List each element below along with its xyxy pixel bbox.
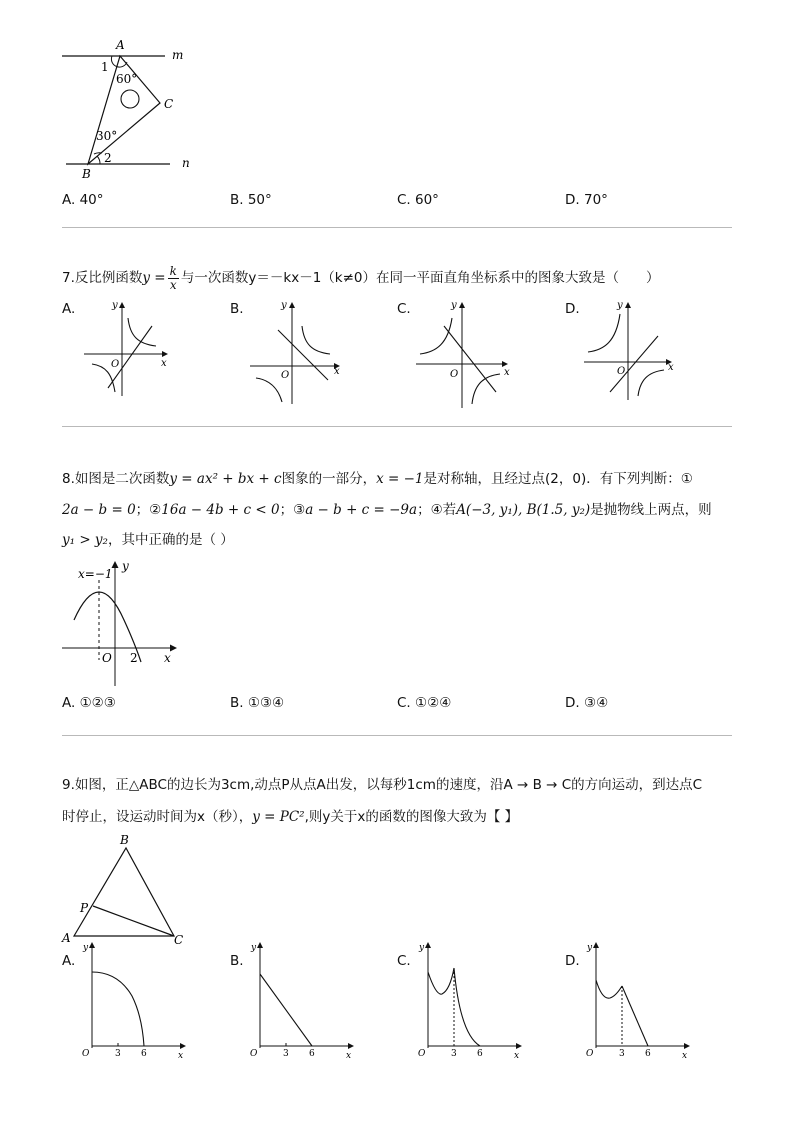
label-B: B [120,833,129,847]
q7-frac-den: x [169,277,177,292]
axis-x-label: x [178,1051,184,1061]
q9-option-d[interactable]: D. [565,953,580,969]
q9-text: 时停止，设运动时间为x（秒）， [62,809,253,825]
label-60: 60° [116,72,138,86]
axis-x-label: x [346,1051,352,1061]
q7-fraction [168,265,179,292]
angle-arc-2 [97,156,100,164]
tick-6-label: 6 [309,1049,315,1059]
x-axis-arrow [516,1043,522,1049]
hyperbola-q4 [638,370,664,396]
axis-y-label: y [451,300,457,311]
y-axis-arrow [625,302,631,308]
q6-angle-figure [60,36,200,181]
linear-line [610,336,658,392]
label-A: A [62,931,71,945]
hyperbola-q2 [420,318,452,354]
linear-segment [260,974,312,1046]
q7-graph-c[interactable] [414,296,518,412]
q7-graph-d[interactable] [582,296,682,404]
axis-x-label: x [334,366,340,377]
q7-option-a[interactable]: A. [62,301,76,317]
origin-label: O [450,369,459,380]
q7-option-d[interactable]: D. [565,301,580,317]
q8-math: y = ax² + bx + c [169,471,282,487]
x-axis-arrow [684,1043,690,1049]
q8-text: 是对称轴，且经过点(2，0)．有下列判断：① [423,471,693,487]
curve-first [428,968,454,994]
q9-graph-a[interactable] [78,938,190,1062]
curve [92,972,144,1046]
q7-option-b[interactable]: B. [230,301,244,317]
q9-graph-b[interactable] [246,938,358,1062]
q9-option-b[interactable]: B. [230,953,244,969]
label-1: 1 [101,60,109,74]
q8-option-d[interactable]: D. ③④ [565,695,609,711]
q8-math: y₁ > y₂ [62,532,108,548]
q9-stem-line1: 9.如图，正△ABC的边长为3cm,动点P从点A出发，以每秒1cm的速度，沿A → B → C的方向运动，到达点C [62,777,703,793]
origin-label: O [111,359,120,370]
label-A: A [116,38,125,52]
q6-option-c[interactable]: C. 60° [397,192,439,208]
x-axis-arrow [162,351,168,357]
q8-option-a[interactable]: A. ①②③ [62,695,116,711]
q6-option-d[interactable]: D. 70° [565,192,608,208]
x-axis-arrow [180,1043,186,1049]
q8-math: a − b + c = −9a [305,502,418,518]
x-axis-arrow [170,645,177,652]
q6-option-b[interactable]: B. 50° [230,192,272,208]
q8-stem-line2 [62,501,712,519]
q8-math: 16a − 4b + c < 0 [161,502,280,518]
q9-math: y = PC² [252,809,305,825]
curve-first [596,980,622,998]
q8-option-c[interactable]: C. ①②④ [397,695,452,711]
axis-y-label: y [281,300,287,311]
q9-option-a[interactable]: A. [62,953,76,969]
q8-math: x = −1 [376,471,424,487]
origin-label: O [250,1049,258,1059]
q8-text: ；③ [279,502,306,518]
origin-label: O [418,1049,426,1059]
q6-option-a[interactable]: A. 40° [62,192,104,208]
q7-frac-num: k [169,263,177,278]
label-2: 2 [104,151,112,165]
q8-text: 8.如图是二次函数 [62,471,170,487]
origin-label: O [281,370,290,381]
tick-6-label: 6 [645,1049,651,1059]
q8-math: 2a − b = 0 [62,502,136,518]
axis-y-label: y [112,300,118,311]
axis-y-label: y [83,943,89,953]
q8-text: ；④若 [417,502,457,518]
triangle-hole [121,90,139,108]
q9-stem-line2 [62,808,518,826]
linear-line [108,326,152,388]
q8-text: 是抛物线上两点，则 [590,502,712,518]
y-axis-arrow [89,942,95,948]
hyperbola-q3 [256,378,282,402]
axis-x-label: x [514,1051,520,1061]
label-P: P [80,901,89,915]
q7-stem [62,261,660,295]
divider-3 [62,735,732,736]
axis-x-label: x [682,1051,688,1061]
q7-y-eq: y = [142,270,166,286]
label-B: B [82,167,91,181]
q7-option-c[interactable]: C. [397,301,411,317]
y-axis-arrow [112,561,119,568]
linear-line [444,326,496,392]
axis-y-label: y [122,559,129,573]
y-axis-arrow [257,942,263,948]
q8-text: ，其中正确的是（ ） [107,532,234,548]
q8-stem-line1 [62,470,693,488]
y-axis-arrow [119,302,125,308]
origin-label: O [586,1049,594,1059]
q7-graph-a[interactable] [82,296,172,400]
segment-pc [93,906,174,936]
q8-text: 图象的一部分， [281,471,377,487]
q8-stem-line3 [62,531,234,549]
axis-x-label: x [164,651,171,665]
q7-suffix: 与一次函数y＝－kx－1（k≠0）在同一平面直角坐标系中的图象大致是（ ） [180,270,660,286]
origin-label: O [102,651,112,665]
tick-3-label: 3 [619,1049,625,1059]
q8-text: ；② [135,502,162,518]
tick-3-label: 3 [451,1049,457,1059]
q7-prefix: 7.反比例函数 [62,270,143,286]
tick-3-label: 3 [283,1049,289,1059]
tick-6-label: 6 [141,1049,147,1059]
hyperbola-q2 [588,314,620,352]
axis-x-label: x [161,358,167,369]
label-30: 30° [96,129,118,143]
tick-6-label: 6 [477,1049,483,1059]
q9-graph-d[interactable] [582,938,694,1062]
x-axis-arrow [348,1043,354,1049]
label-C: C [174,933,184,946]
label-C: C [164,97,174,111]
q9-option-c[interactable]: C. [397,953,411,969]
axis-x-label: x [504,367,510,378]
axis-y-label: y [587,943,593,953]
equilateral-triangle [74,848,174,936]
y-axis-arrow [425,942,431,948]
q8-math: A(−3, y₁), B(1.5, y₂) [456,502,591,518]
divider-2 [62,426,732,427]
label-m: m [172,48,184,62]
q9-graph-c[interactable] [414,938,526,1062]
axis-y-label: y [251,943,257,953]
hyperbola-q1 [302,326,330,354]
tick-2-label: 2 [130,651,138,665]
q9-triangle-figure [60,828,190,946]
hyperbola-q1 [128,318,156,346]
q8-parabola-figure [60,556,186,690]
y-axis-arrow [593,942,599,948]
origin-label: O [617,366,626,377]
linear-segment [622,986,648,1046]
label-n: n [182,156,190,170]
q7-graph-b[interactable] [248,296,348,408]
symmetry-label: x=−1 [78,567,113,581]
q8-option-b[interactable]: B. ①③④ [230,695,285,711]
axis-y-label: y [617,300,623,311]
axis-x-label: x [668,362,674,373]
y-axis-arrow [289,302,295,308]
divider-1 [62,227,732,228]
axis-y-label: y [419,943,425,953]
origin-label: O [82,1049,90,1059]
y-axis-arrow [459,302,465,308]
q9-text: ,则y关于x的函数的图像大致为【 】 [304,809,519,825]
curve-second [454,968,480,1046]
tick-3-label: 3 [115,1049,121,1059]
